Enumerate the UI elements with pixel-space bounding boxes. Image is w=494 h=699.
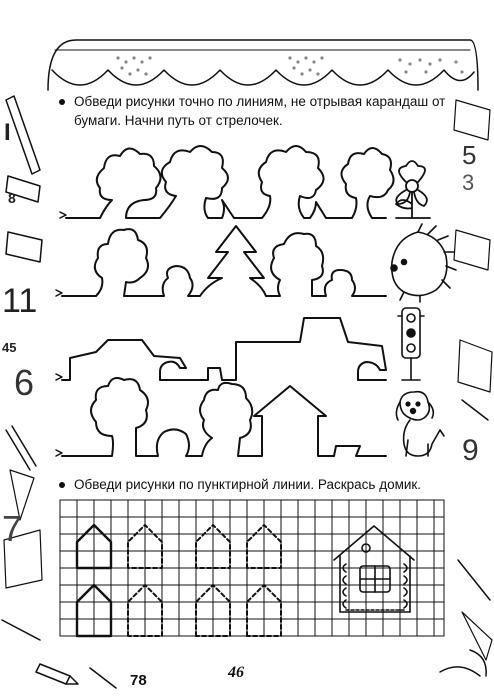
instruction-bullet-2 <box>59 482 65 488</box>
flower-icon <box>396 161 430 218</box>
right-margin-digit-9: 9 <box>462 434 479 467</box>
left-margin-digits <box>4 119 11 146</box>
trace-row-flowers <box>60 146 430 218</box>
bottom-right-ornament <box>440 650 486 676</box>
puppy-icon <box>396 392 444 456</box>
traffic-light-icon <box>398 308 424 380</box>
trace-row-cars <box>56 308 424 380</box>
instruction-1-line2: бумаги. Начни путь от стрелочек. <box>74 113 283 128</box>
instruction-2: Обведи рисунки по пунктирной линии. Раскрась домик. <box>74 477 422 492</box>
trace-row-trees <box>56 224 456 302</box>
left-margin-digit-8: 8 <box>8 190 16 206</box>
right-margin-digit-3: 3 <box>462 170 475 195</box>
pencil-icon <box>36 664 116 688</box>
left-margin-digit-7: 7 <box>2 508 23 549</box>
log-house-icon <box>334 526 414 612</box>
trace-row-house <box>56 378 444 456</box>
left-margin-digit-11: 11 <box>2 282 38 320</box>
left-margin-digit-6: 6 <box>14 362 35 403</box>
corner-mark: 78 <box>130 672 147 689</box>
svg-text:I: I <box>4 119 11 146</box>
top-scalloped-border <box>48 40 478 90</box>
page-number: 46 <box>228 664 244 681</box>
right-margin-digit-5: 5 <box>462 140 477 170</box>
instruction-bullet-1 <box>59 99 65 105</box>
instruction-1-line1: Обведи рисунки точно по линиям, не отрывая карандаш от <box>74 94 446 109</box>
hedgehog-icon <box>391 224 456 302</box>
left-margin-digit-45: 45 <box>2 340 17 355</box>
